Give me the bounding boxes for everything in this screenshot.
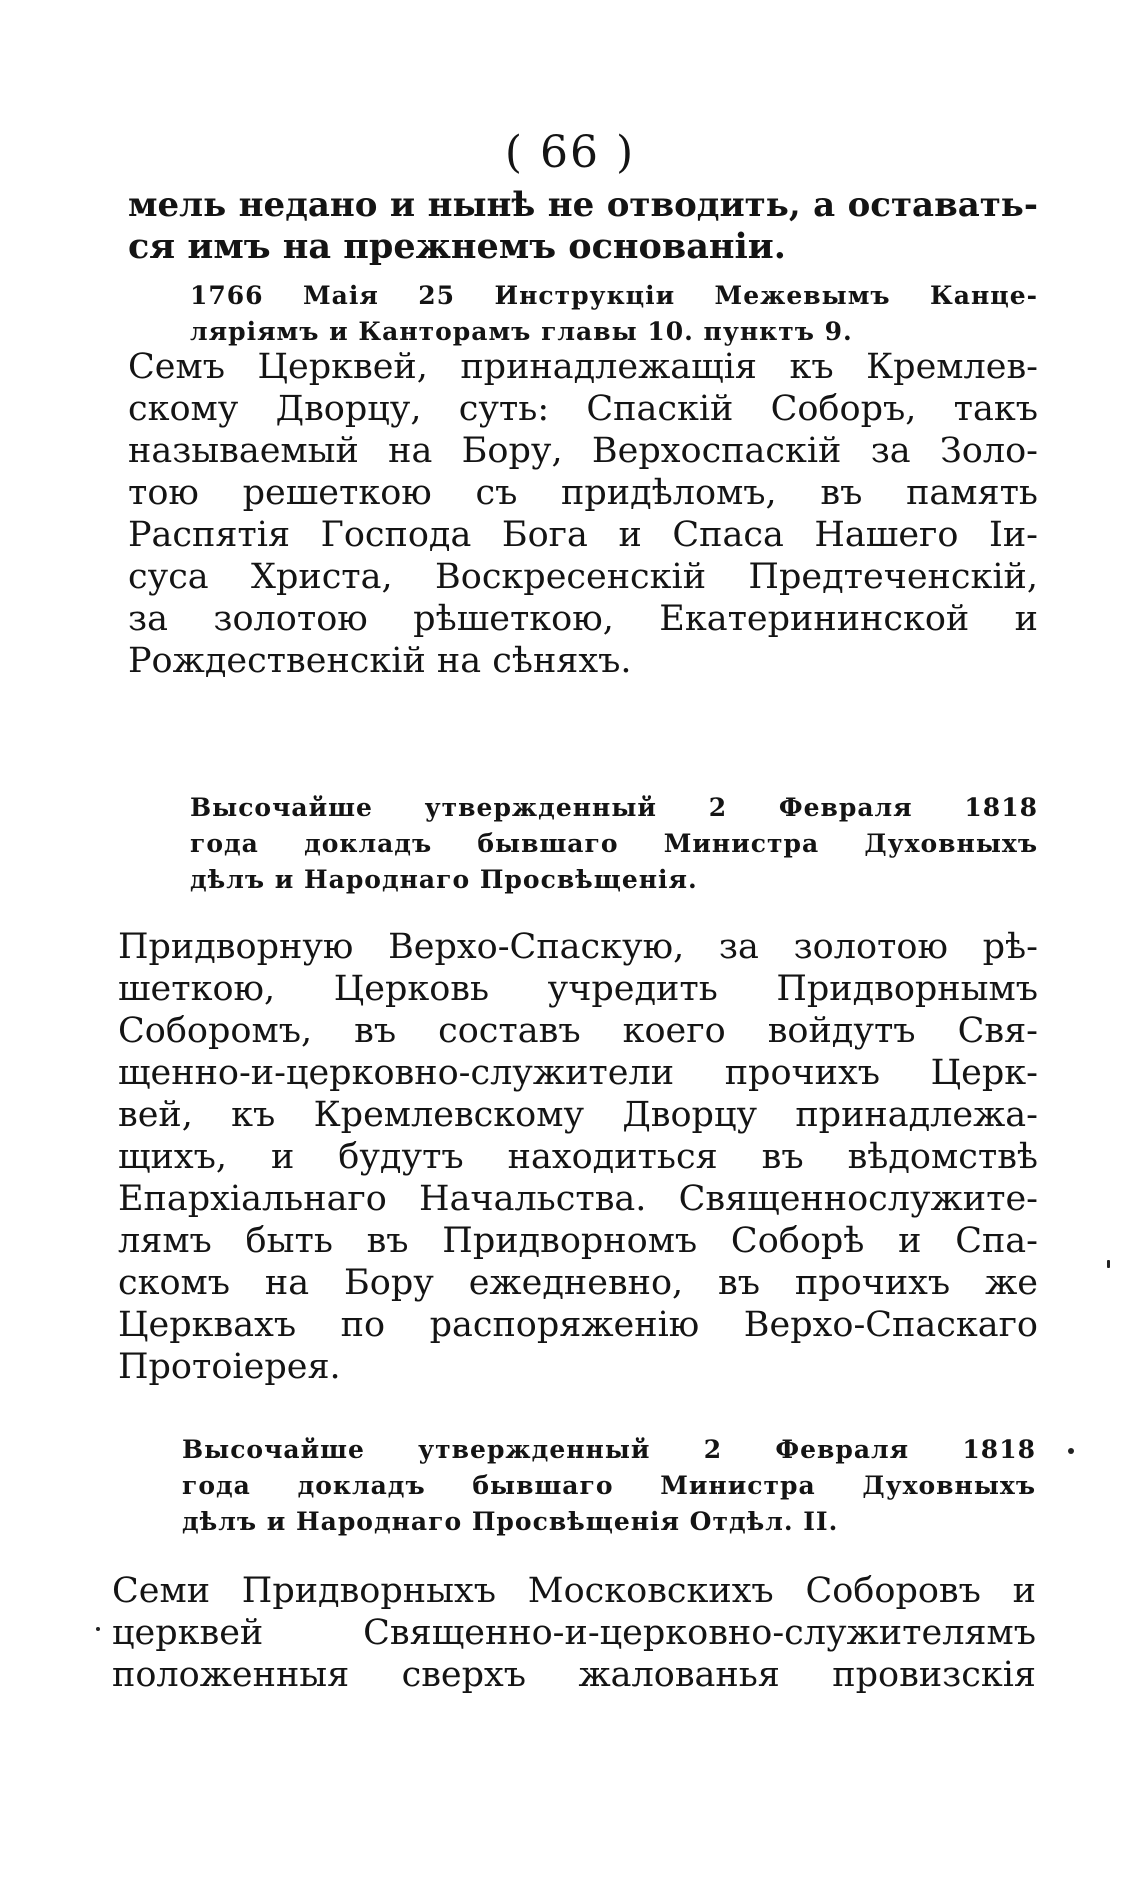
note-line: дѣлъ и Народнаго Просвѣщенія Отдѣл. II.: [182, 1507, 839, 1536]
legal-reference-note: [182, 1432, 1036, 1540]
text-line: ся имъ на прежнемъ основаніи.: [128, 226, 786, 267]
note-line: ляріямъ и Канторамъ главы 10. пунктъ 9.: [190, 317, 853, 346]
text-line: шеткою, Церковь учредить Придворнымъ: [118, 969, 1038, 1009]
text-line: Семъ Церквей, принадлежащія къ Кремлев-: [128, 347, 1038, 387]
text-line: церквей Священно-и-церковно-служителямъ: [112, 1613, 1036, 1653]
text-line: за золотою рѣшеткою, Екатерининской и: [128, 599, 1038, 639]
text-line: щенно-и-церковно-служители прочихъ Церк-: [118, 1053, 1038, 1093]
paragraph-court-cathedrals-provisions: [112, 1570, 1036, 1696]
text-line: скомъ на Бору ежедневно, въ прочихъ же: [118, 1263, 1038, 1303]
text-line: вей, къ Кремлевскому Дворцу принадлежа-: [118, 1095, 1038, 1135]
text-line: Семи Придворныхъ Московскихъ Соборовъ и: [112, 1571, 1036, 1611]
ink-speck: [1068, 1448, 1074, 1454]
note-line: года докладъ бывшаго Министра Духовныхъ: [190, 829, 1038, 858]
text-line: Рождественскій на сѣняхъ.: [128, 641, 632, 681]
paragraph-court-cathedral: [118, 926, 1038, 1388]
text-line: скому Дворцу, суть: Спаскій Соборъ, такъ: [128, 389, 1038, 429]
text-line: Протоіерея.: [118, 1347, 341, 1387]
text-line: Епархіальнаго Начальства. Священнослужите-: [118, 1179, 1038, 1219]
ink-speck: [1107, 1260, 1110, 1268]
note-line: Высочайше утвержденный 2 Февраля 1818: [182, 1435, 1036, 1464]
text-line: тою решеткою съ придѣломъ, въ память: [128, 473, 1038, 513]
paragraph-churches: [128, 346, 1038, 682]
text-line: щихъ, и будутъ находиться въ вѣдомствѣ: [118, 1137, 1038, 1177]
text-line: называемый на Бору, Верхоспаскій за Золо-: [128, 431, 1038, 471]
ink-speck: [96, 1627, 100, 1631]
text-line: Соборомъ, въ составъ коего войдутъ Свя-: [118, 1011, 1038, 1051]
text-line: положенныя сверхъ жалованья провизскія: [112, 1655, 1036, 1695]
paragraph-continuation: [128, 184, 1038, 268]
legal-reference-note: [190, 278, 1038, 350]
text-line: суса Христа, Воскресенскій Предтеченскій,: [128, 557, 1038, 597]
text-line: Придворную Верхо-Спаскую, за золотою рѣ-: [118, 927, 1038, 967]
text-line: лямъ быть въ Придворномъ Соборѣ и Спа-: [118, 1221, 1038, 1261]
note-line: года докладъ бывшаго Министра Духовныхъ: [182, 1471, 1036, 1500]
text-line: Церквахъ по распоряженію Верхо-Спаскаго: [118, 1305, 1038, 1345]
legal-reference-note: [190, 790, 1038, 898]
note-line: Высочайше утвержденный 2 Февраля 1818: [190, 793, 1038, 822]
page-number: ( 66 ): [504, 127, 636, 178]
text-line: мель недано и нынѣ не отводить, а оставать-: [128, 185, 1038, 225]
note-line: дѣлъ и Народнаго Просвѣщенія.: [190, 865, 698, 894]
note-line: 1766 Маія 25 Инструкціи Межевымъ Канце-: [190, 281, 1038, 310]
text-line: Распятія Господа Бога и Спаса Нашего Іи-: [128, 515, 1038, 555]
